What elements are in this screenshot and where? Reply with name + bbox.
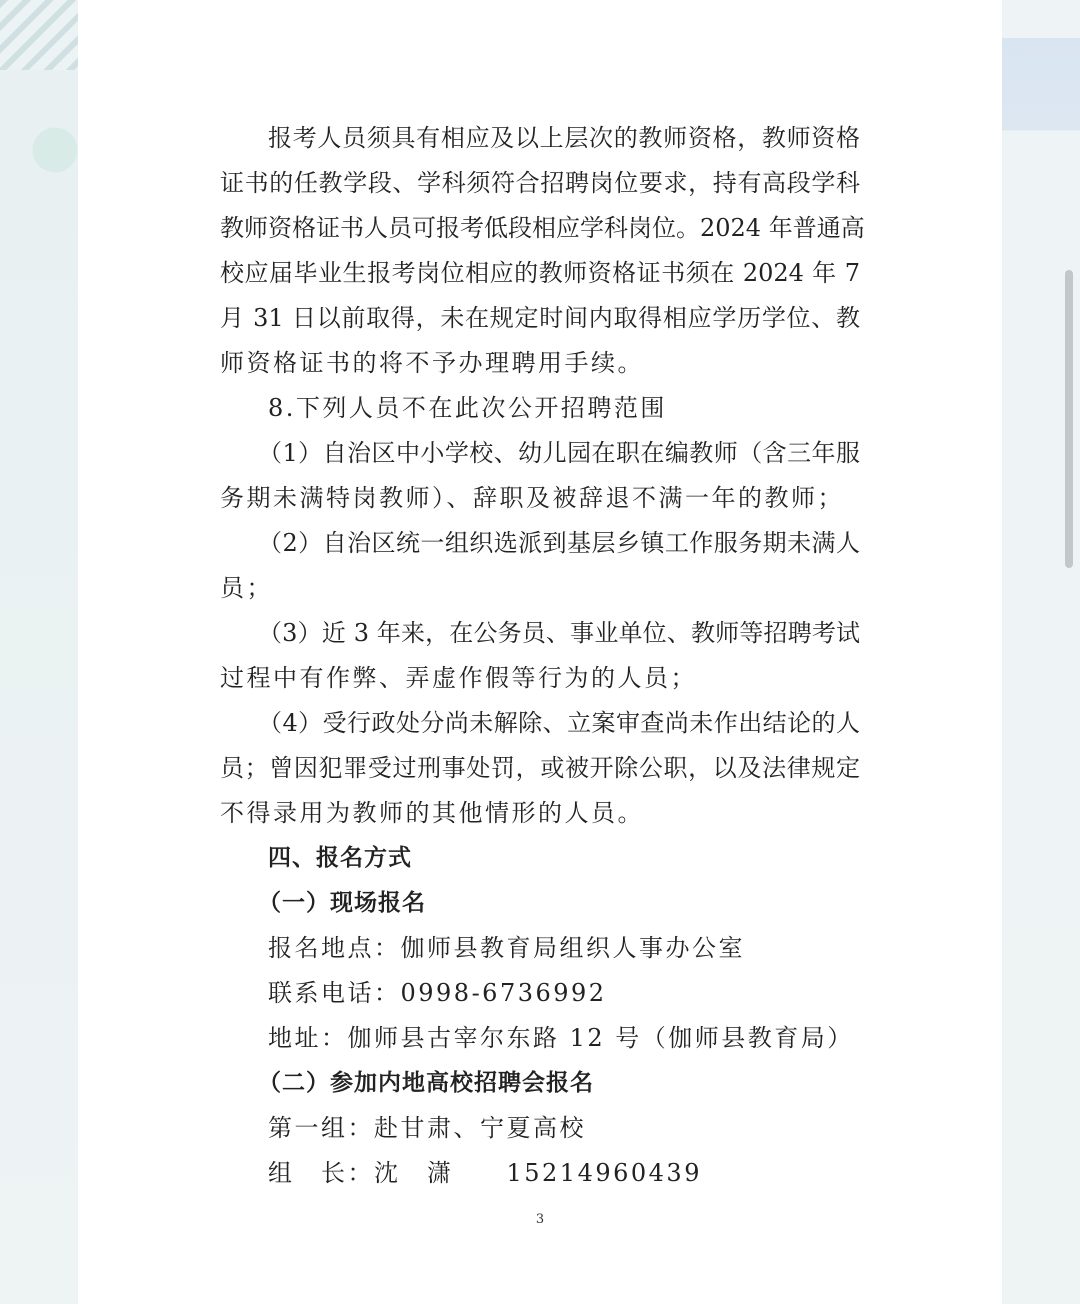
paragraph-line: 月 31 日以前取得，未在规定时间内取得相应学历学位、教	[220, 304, 860, 332]
section-heading: 四、报名方式	[268, 845, 412, 871]
section-item-heading: 8.下列人员不在此次公开招聘范围	[268, 394, 667, 422]
paragraph-line: 教师资格证书人员可报考低段相应学科岗位。2024 年普通高	[220, 214, 865, 242]
group-line: 第一组：赴甘肃、宁夏高校	[268, 1114, 586, 1142]
list-item-line: 务期未满特岗教师）、辞职及被辞退不满一年的教师；	[220, 484, 844, 512]
right-background-panel	[1002, 0, 1080, 1304]
list-item-line: 员；	[220, 574, 273, 602]
list-item-line: 不得录用为教师的其他情形的人员。	[220, 799, 644, 827]
list-item-line: 员；曾因犯罪受过刑事处罚，或被开除公职，以及法律规定	[220, 754, 860, 782]
contact-phone: 联系电话：0998-6736992	[268, 979, 607, 1007]
registration-location: 报名地点：伽师县教育局组织人事办公室	[268, 934, 745, 962]
list-item-line: （4）受行政处分尚未解除、立案审查尚未作出结论的人	[258, 709, 860, 737]
list-item-line: （2）自治区统一组织选派到基层乡镇工作服务期未满人	[258, 529, 860, 557]
subsection-heading: （二）参加内地高校招聘会报名	[258, 1070, 594, 1096]
paragraph-line: 报考人员须具有相应及以上层次的教师资格，教师资格	[268, 124, 860, 152]
list-item-line: 过程中有作弊、弄虚作假等行为的人员；	[220, 664, 697, 692]
paragraph-line: 校应届毕业生报考岗位相应的教师资格证书须在 2024 年 7	[220, 259, 860, 287]
paragraph-line: 证书的任教学段、学科须符合招聘岗位要求，持有高段学科	[220, 169, 860, 197]
paragraph-line: 师资格证书的将不予办理聘用手续。	[220, 349, 644, 377]
list-item-line: （1）自治区中小学校、幼儿园在职在编教师（含三年服	[258, 439, 860, 467]
page-number: 3	[535, 1212, 545, 1227]
scrollbar-thumb[interactable]	[1065, 270, 1073, 568]
address: 地址：伽师县古宰尔东路 12 号（伽师县教育局）	[268, 1024, 854, 1052]
subsection-heading: （一）现场报名	[258, 890, 426, 916]
left-background-panel	[0, 0, 78, 1304]
list-item-line: （3）近 3 年来，在公务员、事业单位、教师等招聘考试	[258, 619, 860, 647]
group-leader-line: 组 长：沈 潇 15214960439	[268, 1159, 702, 1187]
